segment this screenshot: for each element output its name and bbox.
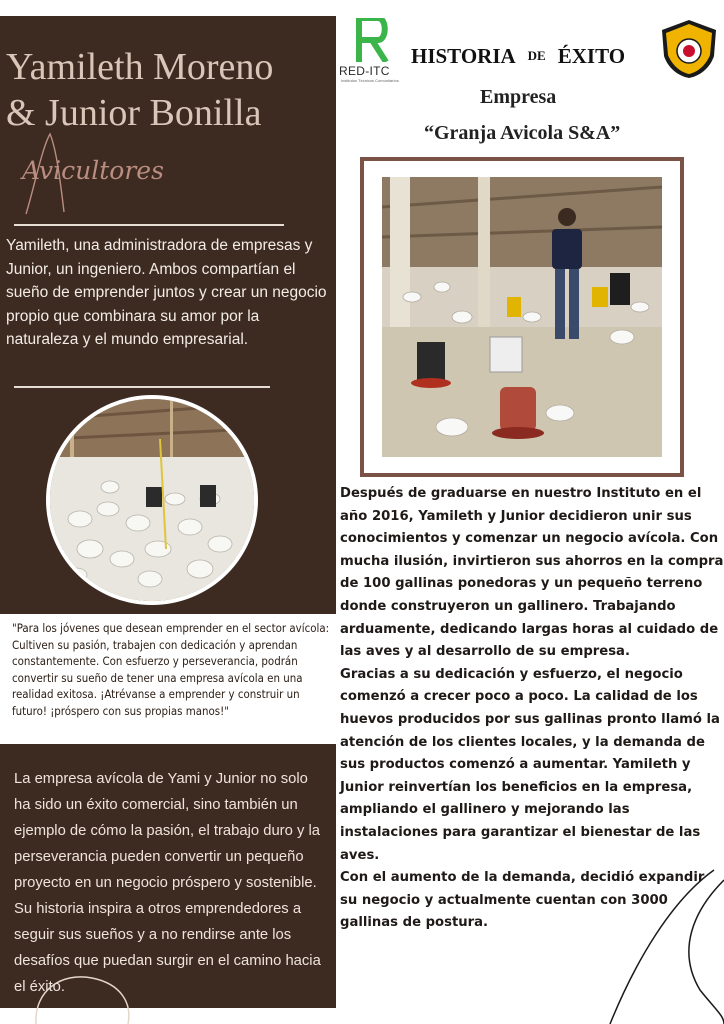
story-paragraph-1: Después de graduarse en nuestro Instituto en el año 2016, Yamileth y Junior decidieron unir sus conocimientos y comenzar un negocio avícola. Con mucha ilusión, invirtieron sus ahorros en la compra de 100 gallinas ponedoras y un pequeño terreno donde construyeron un gallinero. Trabajando arduamente, dedicando largas horas al cuidado de las aves y al desarrollo de su empresa. bbox=[340, 486, 724, 660]
chicken-coop-photo bbox=[46, 395, 258, 605]
owner-name-line1: Yamileth Moreno bbox=[6, 46, 274, 88]
divider-middle bbox=[14, 386, 270, 388]
company-name: “Granja Avicola S&A” bbox=[424, 122, 621, 144]
role-title: Avicultores bbox=[22, 156, 164, 185]
title-historia: HISTORIA bbox=[411, 44, 516, 68]
title-de: DE bbox=[527, 48, 546, 63]
logo-name: RED-ITC bbox=[339, 64, 390, 78]
story-text bbox=[340, 483, 724, 935]
closing-text: La empresa avícola de Yami y Junior no solo ha sido un éxito comercial, sino también un ejemplo de cómo la pasión, el trabajo duro y la perseverancia pueden convertir un pequeño proyecto en un negocio próspero y sostenible. Su historia inspira a otros emprendedores a seguir sus sueños y a no rendirse ante los desafíos que puedan surgir en el camino hacia el éxito. bbox=[14, 771, 321, 995]
company-label: Empresa bbox=[480, 86, 557, 108]
quote-text: "Para los jóvenes que desean emprender en el sector avícola: Cultiven su pasión, trabajen con dedicación y aprendan constantemente. Con esfuerzo y perseverancia, podrán convertir su sueño de tener una empresa avícola en una realidad exitosa. ¡Atrévanse a emprender y construir un futuro! ¡próspero con sus propias manos!" bbox=[12, 621, 330, 718]
logo-subtitle: Institutos Técnicos Comunitarios bbox=[341, 78, 399, 83]
owner-name-line2: & Junior Bonilla bbox=[6, 92, 262, 134]
intro-text: Yamileth, una administradora de empresas y Junior, un ingeniero. Ambos compartían el sueño de emprender juntos y crear un negocio propio que combinara su amor por la naturaleza y el mundo empresarial. bbox=[6, 237, 327, 348]
story-paragraph-2: Gracias a su dedicación y esfuerzo, el negocio comenzó a crecer poco a poco. La calidad de los huevos producidos por sus gallinas pronto llamó la atención de los clientes locales, y la demanda de sus productos comenzó a aumentar. Yamileth y Junior reinvertían los beneficios en la empresa, ampliando el gallinero y mejorando las instalaciones para garantizar el bienestar de las aves. bbox=[340, 666, 720, 863]
owner-names bbox=[6, 44, 336, 136]
red-itc-logo-icon bbox=[354, 18, 390, 62]
farm-photo bbox=[382, 177, 662, 457]
page-title bbox=[411, 44, 625, 69]
divider-top bbox=[14, 224, 284, 226]
institute-crest-icon bbox=[658, 18, 720, 80]
title-exito: ÉXITO bbox=[557, 44, 626, 68]
farm-photo-frame bbox=[360, 157, 684, 477]
story-paragraph-3: Con el aumento de la demanda, decidió expandir su negocio y actualmente cuentan con 3000 gallinas de postura. bbox=[340, 870, 705, 931]
chicken-coop-illustration bbox=[50, 399, 254, 601]
